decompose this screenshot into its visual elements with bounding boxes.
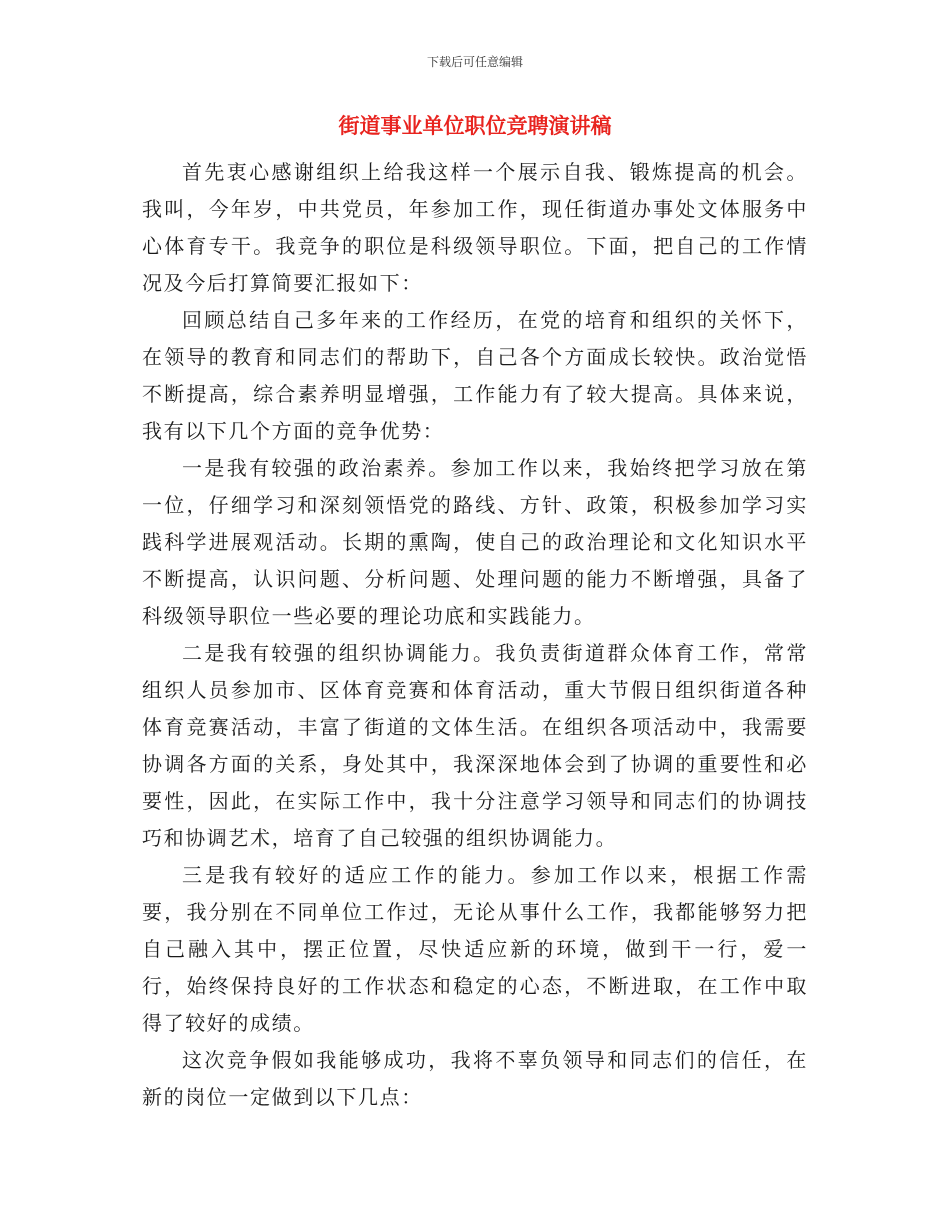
paragraph-intro: 首先衷心感谢组织上给我这样一个展示自我、锻炼提高的机会。我叫，今年岁，中共党员，年参加工作，现任街道办事处文体服务中心体育专干。我竞争的职位是科级领导职位。下面，把自己的工作情况及今后打算简要汇报如下：	[142, 160, 808, 295]
document-title: 街道事业单位职位竞聘演讲稿	[338, 114, 612, 138]
paragraph-advantage-political: 一是我有较强的政治素养。参加工作以来，我始终把学习放在第一位，仔细学习和深刻领悟党的路线、方针、政策，积极参加学习实践科学进展观活动。长期的熏陶，使自己的政治理论和文化知识水平不断提高，认识问题、分析问题、处理问题的能力不断增强，具备了科级领导职位一些必要的理论功底和实践能力。	[142, 456, 808, 628]
paragraph-commitment: 这次竞争假如我能够成功，我将不辜负领导和同志们的信任，在新的岗位一定做到以下几点：	[142, 1048, 808, 1109]
paragraph-review: 回顾总结自己多年来的工作经历，在党的培育和组织的关怀下，在领导的教育和同志们的帮助下，自己各个方面成长较快。政治觉悟不断提高，综合素养明显增强，工作能力有了较大提高。具体来说，我有以下几个方面的竞争优势：	[142, 308, 808, 443]
paragraph-advantage-coordination: 二是我有较强的组织协调能力。我负责街道群众体育工作，常常组织人员参加市、区体育竞赛和体育活动，重大节假日组织街道各种体育竞赛活动，丰富了街道的文体生活。在组织各项活动中，我需要协调各方面的关系，身处其中，我深深地体会到了协调的重要性和必要性，因此，在实际工作中，我十分注意学习领导和同志们的协调技巧和协调艺术，培育了自己较强的组织协调能力。	[142, 641, 808, 850]
header-note: 下载后可任意编辑	[426, 55, 523, 69]
document-body	[142, 154, 808, 1116]
paragraph-advantage-adaptability: 三是我有较好的适应工作的能力。参加工作以来，根据工作需要，我分别在不同单位工作过，无论从事什么工作，我都能够努力把自己融入其中，摆正位置，尽快适应新的环境，做到干一行，爱一行，始终保持良好的工作状态和稳定的心态，不断进取，在工作中取得了较好的成绩。	[142, 863, 808, 1035]
